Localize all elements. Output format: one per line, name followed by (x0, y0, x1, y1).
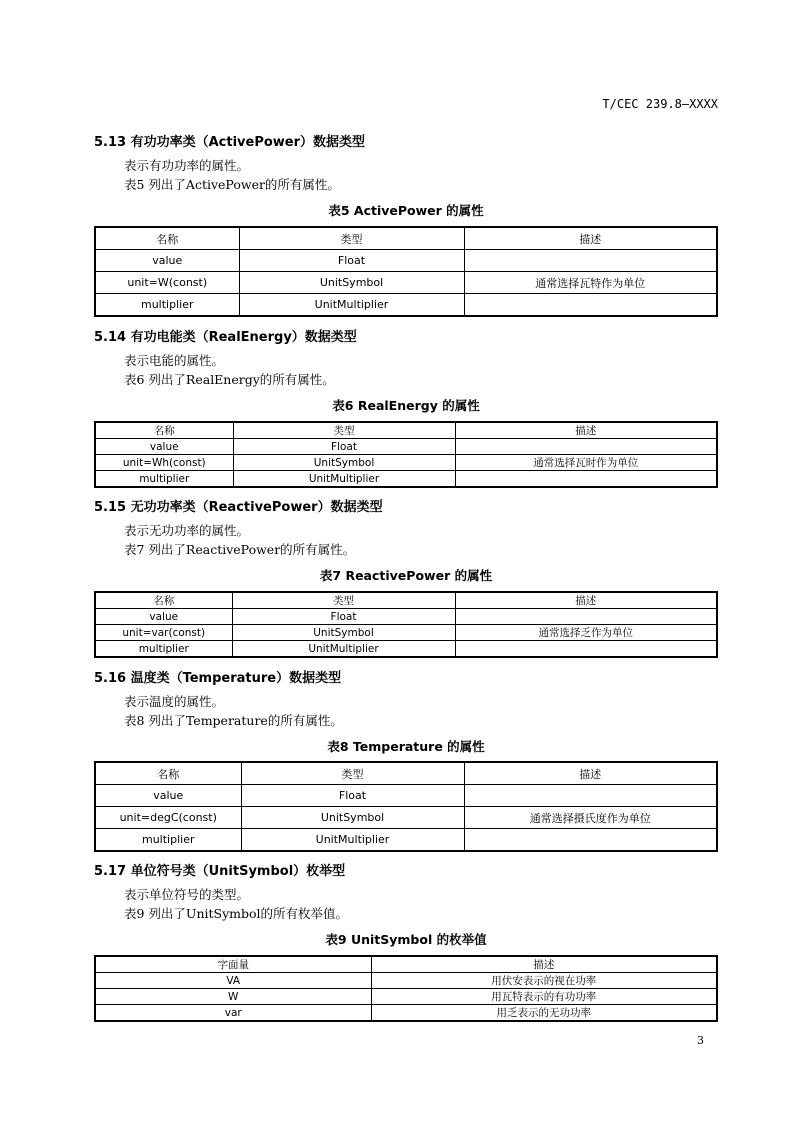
table-cell: var (95, 1005, 371, 1022)
table-header-row (95, 762, 717, 785)
table-cell (464, 250, 717, 272)
table-cell: Float (241, 785, 464, 807)
section-heading: 5.14 有功电能类（RealEnergy）数据类型 (94, 330, 357, 345)
column-header: 类型 (233, 422, 455, 439)
table-cell: UnitSymbol (233, 455, 455, 471)
table-caption: 表9 UnitSymbol 的枚举值 (325, 932, 487, 947)
column-header: 名称 (95, 227, 239, 250)
table-cell: UnitMultiplier (239, 294, 464, 317)
column-header: 名称 (95, 592, 232, 609)
column-header: 字面量 (95, 956, 371, 973)
table-row (95, 641, 717, 658)
table-cell: 通常选择摄氏度作为单位 (464, 807, 717, 829)
table-cell: multiplier (95, 641, 232, 658)
column-header: 描述 (371, 956, 717, 973)
table-cell: Float (233, 439, 455, 455)
table-row (95, 455, 717, 471)
table-header-row (95, 956, 717, 973)
table-cell: UnitMultiplier (241, 829, 464, 852)
table-reference: 表7 列出了ReactivePower的所有属性。 (124, 542, 356, 557)
table-cell: 用伏安表示的视在功率 (371, 973, 717, 989)
table-cell: 用乏表示的无功功率 (371, 1005, 717, 1022)
table-reference: 表5 列出了ActivePower的所有属性。 (124, 177, 340, 192)
attributes-table (94, 591, 718, 658)
section-heading: 5.16 温度类（Temperature）数据类型 (94, 671, 342, 686)
table-cell: Float (239, 250, 464, 272)
table-header-row (95, 227, 717, 250)
table-cell: 通常选择瓦特作为单位 (464, 272, 717, 294)
table-row (95, 250, 717, 272)
column-header: 描述 (455, 592, 717, 609)
table-caption: 表5 ActivePower 的属性 (328, 203, 484, 218)
table-cell: value (95, 439, 233, 455)
section-description: 表示有功功率的属性。 (124, 158, 250, 173)
column-header: 名称 (95, 762, 241, 785)
column-header: 描述 (464, 762, 717, 785)
table-cell: UnitSymbol (239, 272, 464, 294)
table-row (95, 989, 717, 1005)
column-header: 名称 (95, 422, 233, 439)
column-header: 类型 (232, 592, 455, 609)
enum-values-table (94, 955, 718, 1022)
attributes-table (94, 226, 718, 317)
table-caption: 表8 Temperature 的属性 (327, 739, 485, 754)
table-cell (464, 294, 717, 317)
table-reference: 表6 列出了RealEnergy的所有属性。 (124, 372, 335, 387)
table-cell: 通常选择乏作为单位 (455, 625, 717, 641)
section-heading: 5.15 无功功率类（ReactivePower）数据类型 (94, 500, 383, 515)
column-header: 描述 (455, 422, 717, 439)
table-row (95, 973, 717, 989)
table-cell (464, 829, 717, 852)
table-cell: UnitSymbol (232, 625, 455, 641)
table-cell: unit=Wh(const) (95, 455, 233, 471)
table-cell: 用瓦特表示的有功功率 (371, 989, 717, 1005)
column-header: 类型 (241, 762, 464, 785)
table-cell: 通常选择瓦时作为单位 (455, 455, 717, 471)
table-row (95, 1005, 717, 1022)
table-reference: 表9 列出了UnitSymbol的所有枚举值。 (124, 906, 349, 921)
table-row (95, 294, 717, 317)
attributes-table (94, 421, 718, 488)
table-cell (455, 609, 717, 625)
table-header-row (95, 422, 717, 439)
table-caption: 表7 ReactivePower 的属性 (319, 568, 493, 583)
table-row (95, 625, 717, 641)
table-cell: multiplier (95, 471, 233, 488)
table-cell (455, 471, 717, 488)
table-row (95, 829, 717, 852)
table-cell: unit=degC(const) (95, 807, 241, 829)
section-description: 表示电能的属性。 (124, 353, 225, 368)
section-description: 表示无功功率的属性。 (124, 523, 250, 538)
table-cell: W (95, 989, 371, 1005)
table-reference: 表8 列出了Temperature的所有属性。 (124, 713, 343, 728)
page-number: 3 (697, 1034, 704, 1047)
table-cell: UnitSymbol (241, 807, 464, 829)
table-cell: value (95, 250, 239, 272)
table-row (95, 471, 717, 488)
table-cell: value (95, 609, 232, 625)
table-row (95, 272, 717, 294)
table-cell: unit=W(const) (95, 272, 239, 294)
table-cell: multiplier (95, 294, 239, 317)
table-row (95, 807, 717, 829)
table-cell: VA (95, 973, 371, 989)
table-cell: UnitMultiplier (233, 471, 455, 488)
table-cell (464, 785, 717, 807)
table-cell: multiplier (95, 829, 241, 852)
table-row (95, 609, 717, 625)
table-caption: 表6 RealEnergy 的属性 (332, 398, 480, 413)
attributes-table (94, 761, 718, 852)
section-heading: 5.13 有功功率类（ActivePower）数据类型 (94, 135, 366, 150)
column-header: 描述 (464, 227, 717, 250)
table-cell: Float (232, 609, 455, 625)
section-description: 表示温度的属性。 (124, 694, 225, 709)
table-cell: value (95, 785, 241, 807)
table-row (95, 785, 717, 807)
table-row (95, 439, 717, 455)
table-cell: UnitMultiplier (232, 641, 455, 658)
document-id: T/CEC 239.8—XXXX (602, 97, 718, 111)
table-header-row (95, 592, 717, 609)
section-description: 表示单位符号的类型。 (124, 887, 250, 902)
table-cell: unit=var(const) (95, 625, 232, 641)
table-cell (455, 439, 717, 455)
section-heading: 5.17 单位符号类（UnitSymbol）枚举型 (94, 864, 346, 879)
column-header: 类型 (239, 227, 464, 250)
table-cell (455, 641, 717, 658)
